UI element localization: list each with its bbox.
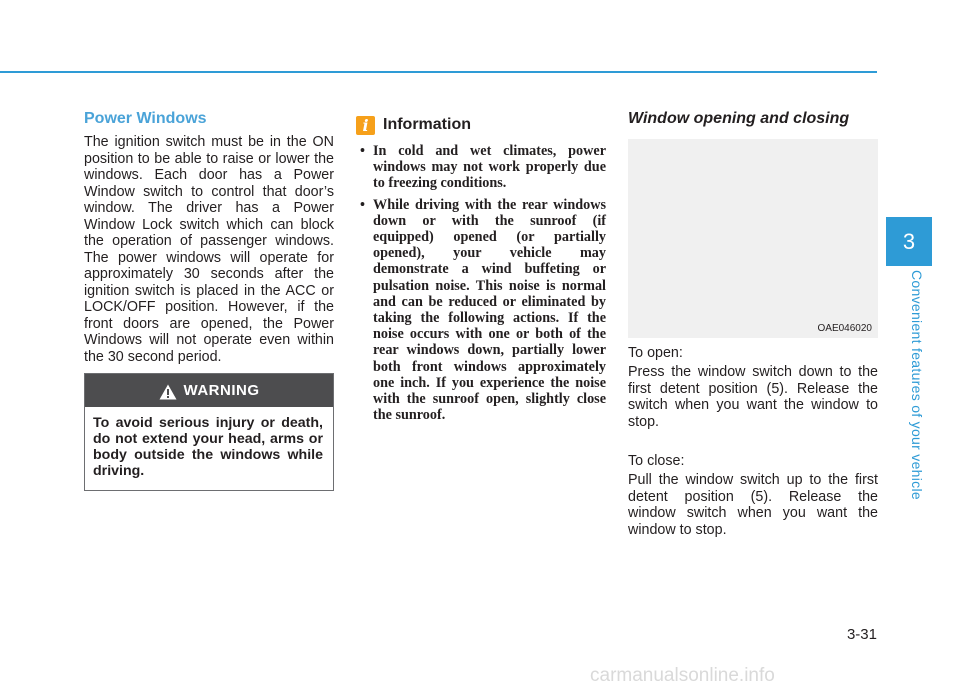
list-item-text: In cold and wet climates, power windows may not work properly due to freezing conditions. (373, 143, 606, 192)
page-number: 3-31 (846, 626, 877, 643)
bullet: • (360, 196, 365, 213)
info-icon: i (356, 116, 375, 135)
section-title: Power Windows (84, 110, 207, 127)
subsection-title: Window opening and closing (628, 110, 850, 127)
info-header (356, 114, 471, 136)
open-label: To open: (628, 345, 683, 361)
list-item-text: While driving with the rear windows down or with the sunroof (if equipped) opened (or partially opened), your vehicle may demonstrate a wind buffeting or pulsation noise. This noise is normal and can be reduced or eliminated by taking the following actions. If the noise occurs with one or both of the rear windows down, partially lower both front windows approximately one inch. If you experience the noise with the sunroof open, slightly close the sunroof. (373, 196, 606, 424)
warning-text: To avoid serious injury or death, do not extend your head, arms or body outside the windows while driving. (93, 415, 323, 479)
watermark: carmanualsonline.info (590, 665, 775, 686)
open-text: Press the window switch down to the first detent position (5). Release the switch when you want the window to stop. (628, 364, 878, 430)
info-list (356, 143, 606, 428)
figure-image (628, 139, 878, 338)
close-text: Pull the window switch up to the first detent position (5). Release the window switch when you want the window to stop. (628, 472, 878, 538)
list-item (356, 197, 606, 424)
warning-box (84, 373, 334, 491)
figure-code: OAE046020 (817, 323, 872, 334)
warning-label: WARNING (183, 382, 260, 399)
info-title: Information (383, 116, 471, 133)
bullet: • (360, 143, 365, 159)
list-item (356, 143, 606, 192)
chapter-title: Convenient features of your vehicle (909, 270, 925, 500)
header-rule (0, 71, 877, 73)
close-label: To close: (628, 453, 685, 469)
warning-triangle-icon (159, 384, 177, 400)
section-body: The ignition switch must be in the ON position to be able to raise or lower the windows. Each door has a Power Window switch to control that door’s window. The driver has a Power Window Lock switch which can block the operation of passenger windows. The power windows will operate for approximately 30 seconds after the ignition switch is placed in the ACC or LOCK/OFF position. However, if the front doors are opened, the Power Windows will not operate even within the 30 second period. (84, 134, 334, 365)
chapter-tab: 3 (886, 217, 932, 266)
warning-header (85, 374, 333, 407)
